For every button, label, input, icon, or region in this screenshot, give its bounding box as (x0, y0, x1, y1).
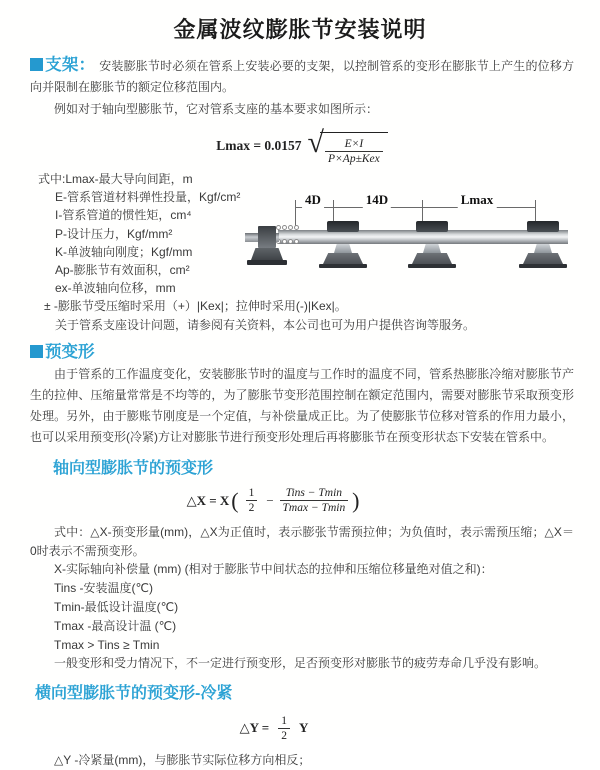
lateral-subsection-title: 横向型膨胀节的预变形-冷紧 (35, 685, 233, 703)
anchor-support (245, 221, 289, 271)
support-neck (334, 244, 352, 253)
support-intro-paragraph (30, 55, 574, 98)
temperature-fraction (278, 486, 350, 515)
section-bullet-icon (30, 345, 43, 358)
axial-spec-line: Tmin-最低设计温度(℃) (54, 600, 179, 615)
lmax-fraction-denominator: P×Ap±Kex (325, 151, 383, 166)
lmax-fraction-numerator: E×I (344, 138, 364, 150)
lmax-fraction (325, 137, 383, 166)
lmax-formula (30, 127, 574, 165)
dim-label-lmax: Lmax (458, 192, 497, 208)
pipe-support-diagram (245, 194, 580, 284)
support-foot (523, 253, 563, 264)
support-foot (412, 253, 452, 264)
temp-fraction-denominator: Tmax − Tmin (280, 500, 349, 515)
sqrt-radical (308, 126, 388, 166)
axial-subsection-title: 轴向型膨胀节的预变形 (53, 459, 214, 477)
spec-line: K-单波轴向刚度；Kgf/mm (55, 244, 193, 259)
support-section-title: 支架： (45, 56, 96, 74)
bellows-coil-icon (294, 239, 299, 244)
right-paren: ) (352, 487, 360, 513)
dim-label-14d: 14D (363, 192, 391, 208)
left-paren: ( (231, 487, 239, 513)
support-intro-text: 安装膨胀节时必须在管系上安装必要的支架，以控制管系的变形在膨胀节上产生的位移方向并限制在膨胀节的额定位移范围内。 (30, 59, 574, 94)
half-denominator: 2 (246, 500, 258, 515)
axial-spec-line: 式中：△X-预变形量(mm)，△X为正值时，表示膨张节需预拉伸；为负值时，表示需预压缩；△X＝0时表示不需预变形。 (30, 524, 574, 558)
support-neck (423, 244, 441, 253)
document-content (0, 55, 600, 770)
half-numerator: 1 (281, 714, 287, 727)
temp-fraction-numerator: Tins − Tmin (285, 487, 343, 500)
half-denominator: 2 (278, 728, 290, 743)
anchor-foot (251, 248, 283, 260)
pipe-support (515, 221, 571, 269)
axial-spec-list (30, 523, 574, 673)
page-title: 金属波纹膨胀节安装说明 (173, 17, 427, 42)
predeform-section-header (30, 342, 574, 364)
axial-formula (2, 483, 546, 519)
lmax-formula-lhs: Lmax = 0.0157 (216, 138, 302, 153)
radical-icon: √ (307, 126, 325, 159)
lateral-formula-lhs: △Y = (239, 720, 270, 736)
axial-spec-line: Tmax > Tins ≥ Tmin (54, 637, 160, 652)
axial-spec-line: Tmax -最高设计温 (℃) (54, 618, 177, 633)
axial-spec-line: 一般变形和受力情况下，不一定进行预变形，足否预变形对膨胀节的疲劳寿命几乎没有影响。 (54, 656, 547, 671)
half-numerator: 1 (248, 487, 255, 500)
spec-line: 式中:Lmax-最大导向间距，m (38, 172, 193, 186)
spec-line: I-管系管道的惯性矩，cm⁴ (55, 208, 192, 223)
spec-line: P-设计压力，Kgf/mm² (55, 226, 173, 241)
dim-label-4d: 4D (302, 192, 324, 208)
support-neck (534, 244, 552, 253)
section-bullet-icon (30, 58, 43, 71)
anchor-base (247, 260, 287, 265)
dimension-line (295, 207, 535, 208)
predeform-body-paragraph: 由于管系的工作温度变化，安装膨胀节时的温度与工作时的温度不同，管系热膨胀冷缩对膨胀节产生的拉伸、压缩量常常是不均等的，为了膨胀节变形范围控制在额定范围内，需要对膨胀节采取预变形处理。另外，由于膨账节刚度是一个定值，与补偿量成正比。为了使膨胀节位移对管系的作用力最小，也可以采用预变形(冷紧)方让对膨胀节进行预变形处理后再将膨胀节在预变形状态下安装在管系中。 (30, 366, 574, 444)
spec-line: E-管系管道材料弹性投量，Kgf/cm² (55, 190, 241, 205)
pipe-support (315, 221, 371, 269)
spec-line: ± -膨胀节受压缩时采用（+）|Kex|；拉伸时采用(-)|Kex|。 (44, 299, 347, 314)
support-cap (416, 221, 448, 232)
support-base (519, 264, 567, 268)
pipe-support (404, 221, 460, 269)
support-example-line: 例如对于轴向型膨胀节，它对管系支座的基本要求如图所示： (54, 102, 379, 116)
axial-formula-lhs: △X = X (186, 492, 230, 508)
support-base (408, 264, 456, 268)
axial-spec-line: X-实际轴向补偿量 (mm) (相对于膨胀节中间状态的拉伸和压缩位移量绝对值之和)： (54, 562, 493, 577)
spec-line: Ap-膨胀节有效面积，cm² (55, 263, 190, 278)
axial-spec-line: Tins -安装温度(℃) (54, 581, 154, 596)
dimension-tick (295, 200, 296, 227)
predeform-section-title: 预变形 (45, 342, 95, 361)
support-base (319, 264, 367, 268)
support-cap (527, 221, 559, 232)
support-consult-line: 关于管系支座设计问题，请参阅有关资料，本公司也可为用户提供咨询等服务。 (55, 317, 476, 332)
minus-operator: − (266, 492, 274, 508)
support-cap (327, 221, 359, 232)
anchor-clamp (258, 226, 276, 248)
support-foot (323, 253, 363, 264)
lateral-formula (2, 712, 546, 744)
spec-line: ex-单波轴向位移，mm (55, 281, 176, 296)
lateral-note-line: △Y -冷紧量(mm)，与膨胀节实际位移方向相反； (54, 753, 311, 768)
bellows-coil-icon (294, 225, 299, 230)
half-fraction (273, 714, 295, 743)
half-fraction (241, 486, 263, 515)
lateral-formula-rhs: Y (298, 720, 309, 736)
